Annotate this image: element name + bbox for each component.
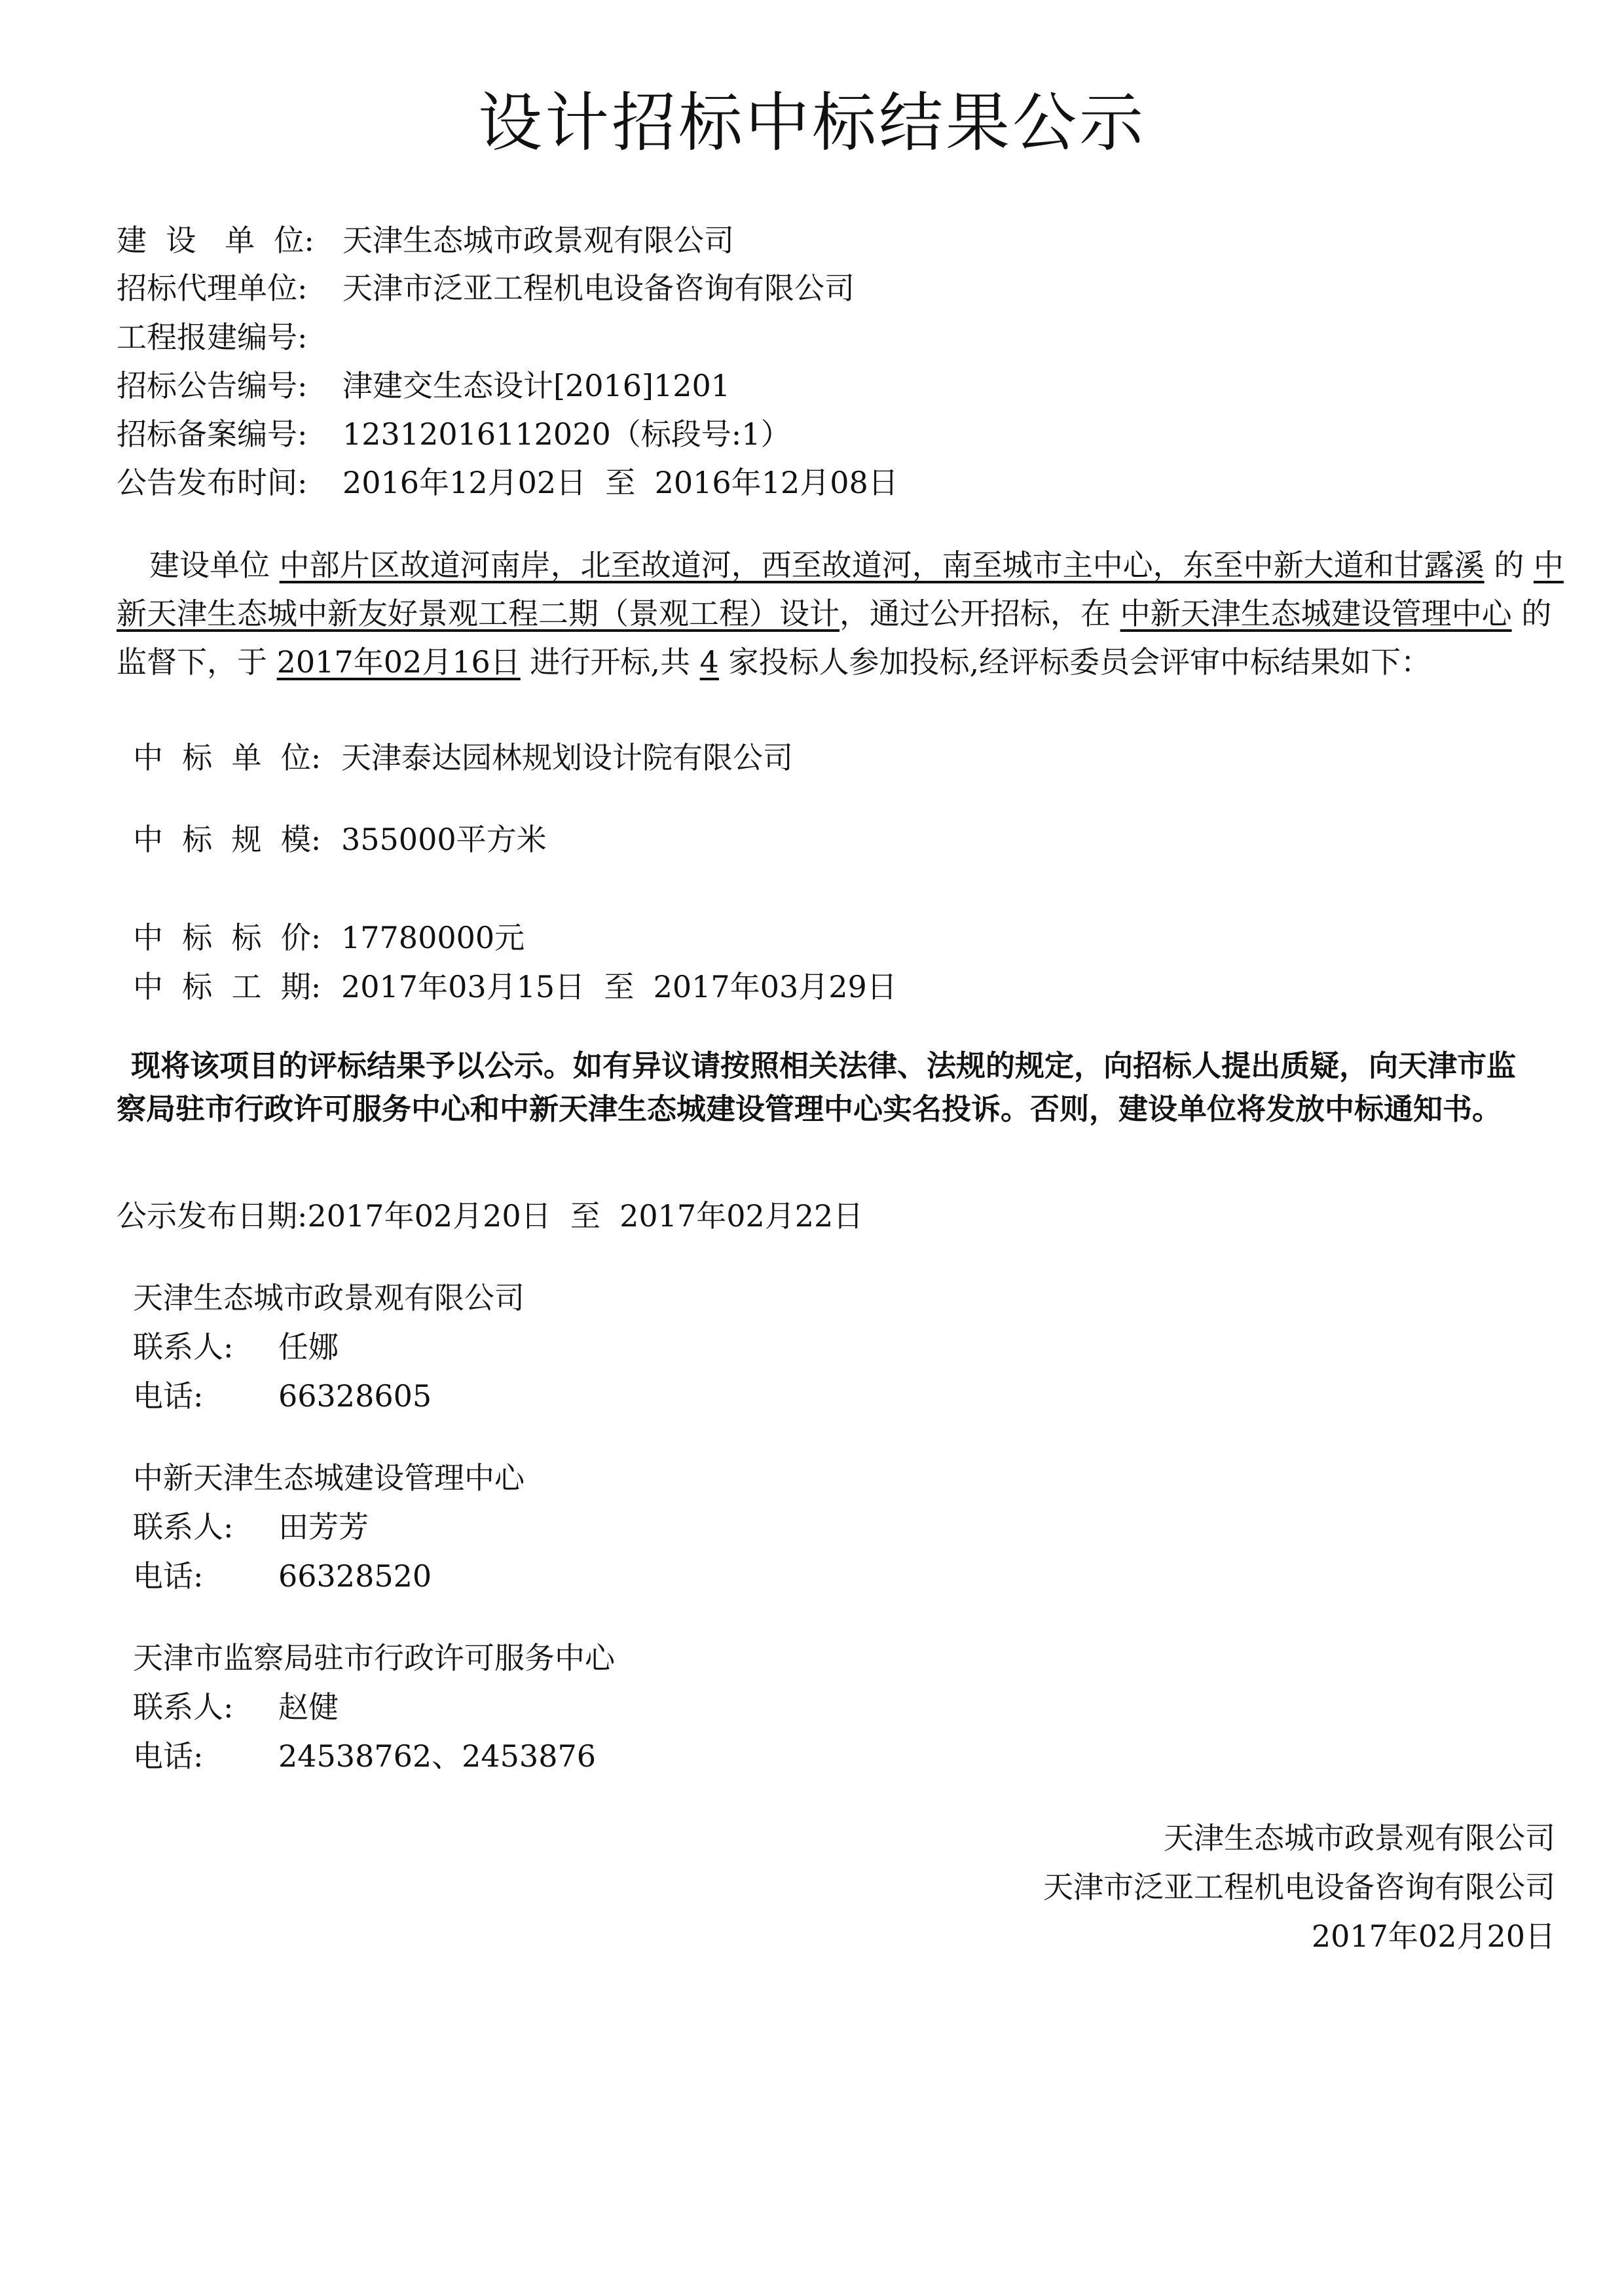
scale-label: 中 标 规 模: <box>133 822 322 857</box>
bidder-count: 4 <box>699 644 719 680</box>
owner-row <box>117 223 734 259</box>
contact-3-person: 赵健 <box>278 1689 339 1725</box>
filing-no-value: 12312016112020（标段号:1） <box>342 416 791 452</box>
contact-2-phone: 66328520 <box>278 1558 432 1594</box>
contact-3-phone-label: 电话: <box>133 1738 204 1774</box>
contact-1-phone-label: 电话: <box>133 1378 204 1414</box>
project-no-row <box>117 320 342 356</box>
winner-row <box>133 740 793 776</box>
para-text-3: ，通过公开招标，在 <box>840 596 1120 631</box>
project-location: 中部片区故道河南岸，北至故道河，西至故道河，南至城市主中心，东至中新大道和甘露溪 <box>279 547 1485 583</box>
public-period-value: 2017年02月20日 至 2017年02月22日 <box>307 1198 864 1234</box>
signature-date: 2017年02月20日 <box>1311 1919 1555 1954</box>
price-label: 中 标 标 价: <box>133 920 322 955</box>
filing-no-row <box>117 416 791 452</box>
contact-2-phone-row <box>133 1558 432 1594</box>
contact-3-org: 天津市监察局驻市行政许可服务中心 <box>133 1640 615 1676</box>
agent-row <box>117 270 855 306</box>
publish-time-value: 2016年12月02日 至 2016年12月08日 <box>342 465 898 500</box>
contact-1-person-row <box>133 1329 339 1365</box>
para-text-2: 的 <box>1484 547 1534 583</box>
period-label: 中 标 工 期: <box>133 969 322 1004</box>
open-date: 2017年02月16日 <box>276 644 521 680</box>
filing-no-label: 招标备案编号: <box>117 416 308 452</box>
contact-1-person-label: 联系人: <box>133 1329 234 1365</box>
price-value: 17780000元 <box>341 920 525 955</box>
winner-label: 中 标 单 位: <box>133 740 322 775</box>
contact-1-phone-row <box>133 1378 432 1414</box>
contact-1-phone: 66328605 <box>278 1378 432 1414</box>
notice-no-row <box>117 368 730 404</box>
notice-no-value: 津建交生态设计[2016]1201 <box>342 368 731 403</box>
contact-2-person-row <box>133 1509 369 1545</box>
publish-time-row <box>117 465 898 501</box>
signature-org-2: 天津市泛亚工程机电设备咨询有限公司 <box>1043 1869 1555 1905</box>
signature-org-1: 天津生态城市政景观有限公司 <box>1164 1820 1555 1856</box>
period-value: 2017年03月15日 至 2017年03月29日 <box>341 969 897 1004</box>
para-text-5: 进行开标,共 <box>520 644 700 680</box>
owner-value: 天津生态城市政景观有限公司 <box>342 223 734 258</box>
contact-1-org: 天津生态城市政景观有限公司 <box>133 1280 525 1315</box>
publish-time-label: 公告发布时间: <box>117 465 308 500</box>
period-row <box>133 969 897 1005</box>
winner-value: 天津泰达园林规划设计院有限公司 <box>341 740 793 775</box>
notice-no-label: 招标公告编号: <box>117 368 308 403</box>
project-no-label: 工程报建编号: <box>117 320 308 355</box>
owner-label: 建 设 单 位: <box>117 223 314 258</box>
agent-label: 招标代理单位: <box>117 270 308 306</box>
para-text-1: 建设单位 <box>149 547 280 583</box>
supervisor-name: 中新天津生态城建设管理中心 <box>1120 596 1512 631</box>
contact-3-phone-row <box>133 1738 596 1774</box>
contact-3-person-row <box>133 1689 339 1725</box>
para-text-6: 家投标人参加投标,经评标委员会评审中标结果如下： <box>718 644 1431 680</box>
price-row <box>133 920 525 956</box>
contact-1-person: 任娜 <box>278 1329 339 1365</box>
contact-3-person-label: 联系人: <box>133 1689 234 1725</box>
result-paragraph <box>117 541 1567 686</box>
contact-2-person-label: 联系人: <box>133 1509 234 1545</box>
project-name: 中新天津生态城中新友好景观工程二期（景观工程）设计 <box>117 547 1564 631</box>
public-period-label: 公示发布日期: <box>117 1198 308 1234</box>
agent-value: 天津市泛亚工程机电设备咨询有限公司 <box>342 270 855 306</box>
contact-3-phone: 24538762、2453876 <box>278 1738 596 1774</box>
contact-2-phone-label: 电话: <box>133 1558 204 1594</box>
contact-2-org: 中新天津生态城建设管理中心 <box>133 1460 525 1496</box>
para-text-4: 的监督下，于 <box>117 596 1552 680</box>
objection-notice: 现将该项目的评标结果予以公示。如有异议请按照相关法律、法规的规定，向招标人提出质疑，向天津市监察局驻市行政许可服务中心和中新天津生态城建设管理中心实名投诉。否则，建设单位将发放中标通知书。 <box>117 1048 1517 1126</box>
contact-2-person: 田芳芳 <box>278 1509 369 1545</box>
public-period-row <box>117 1198 863 1234</box>
document-title: 设计招标中标结果公示 <box>477 86 1146 160</box>
scale-value: 355000平方米 <box>341 822 547 857</box>
scale-row <box>133 822 547 858</box>
